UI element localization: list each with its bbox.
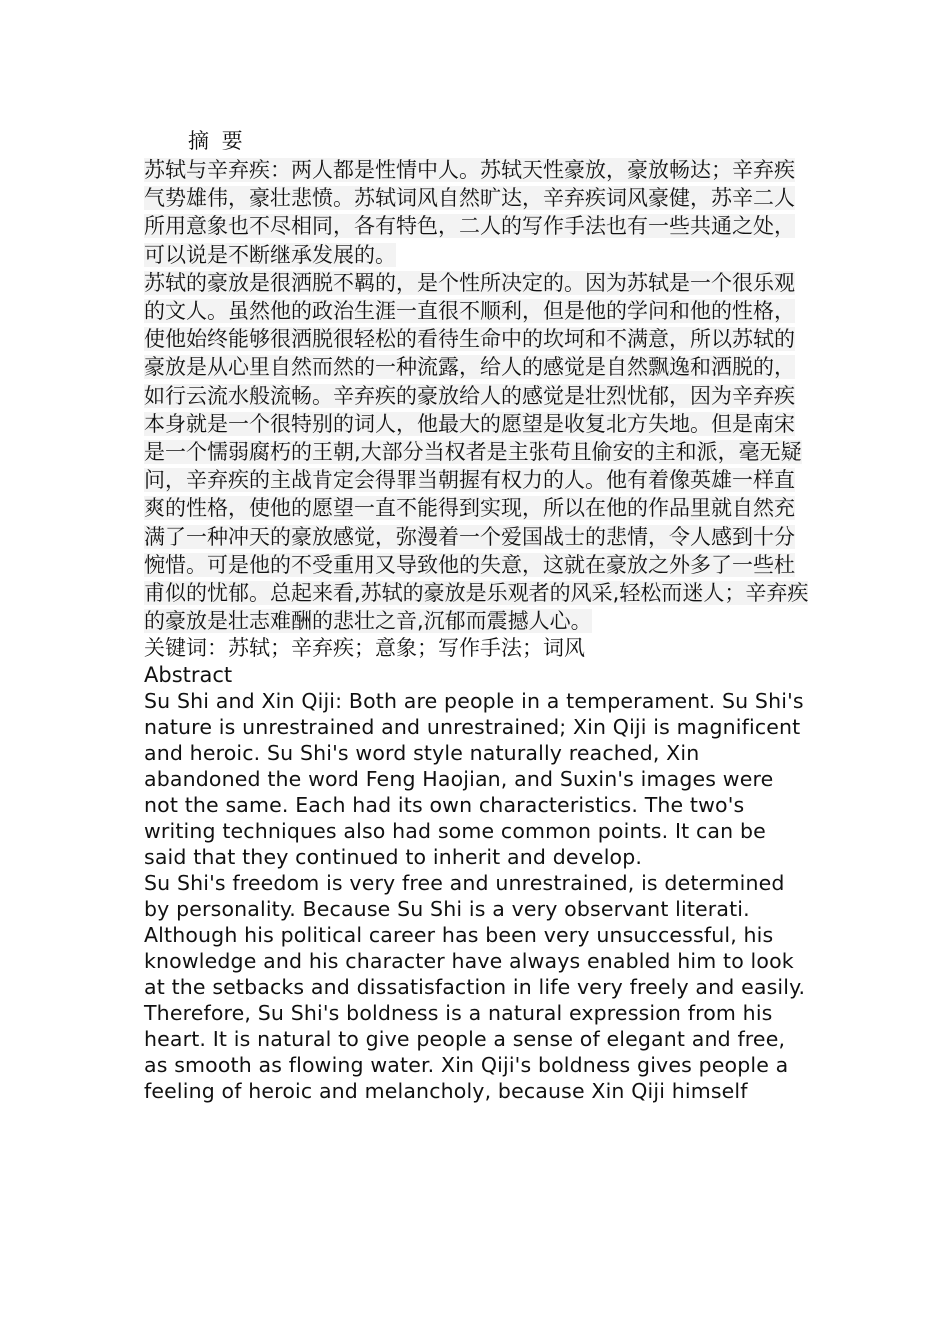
abstract-paragraph-zh-1 [144,156,812,269]
abstract-paragraph-zh-1-text: 苏轼与辛弃疾：两人都是性情中人。苏轼天性豪放，豪放畅达；辛弃疾气势雄伟，豪壮悲愤。苏轼词风自然旷达，辛弃疾词风豪健，苏辛二人所用意象也不尽相同，各有特色，二人的写作手法也有一些共通之处，可以说是不断继承发展的。 [144,158,795,267]
abstract-paragraph-zh-2-text: 苏轼的豪放是很洒脱不羁的，是个性所决定的。因为苏轼是一个很乐观的文人。虽然他的政治生涯一直很不顺利，但是他的学问和他的性格，使他始终能够很洒脱很轻松的看待生命中的坎坷和不满意，所以苏轼的豪放是从心里自然而然的一种流露，给人的感觉是自然飘逸和洒脱的，如行云流水般流畅。辛弃疾的豪放给人的感觉是壮烈忧郁，因为辛弃疾本身就是一个很特别的词人，他最大的愿望是收复北方失地。但是南宋是一个懦弱腐朽的王朝,大部分当权者是主张苟且偷安的主和派，毫无疑问，辛弃疾的主战肯定会得罪当朝握有权力的人。他有着像英雄一样直爽的性格，使他的愿望一直不能得到实现，所以在他的作品里就自然充满了一种冲天的豪放感觉，弥漫着一个爱国战士的悲情，令人感到十分惋惜。可是他的不受重用又导致他的失意，这就在豪放之外多了一些杜甫似的忧郁。总起来看,苏轼的豪放是乐观者的风采,轻松而迷人；辛弃疾的豪放是壮志难酬的悲壮之音,沉郁而震撼人心。 [144,270,809,634]
abstract-paragraph-en-1: Su Shi and Xin Qiji: Both are people in a temperament. Su Shi's nature is unrestrained and unrestrained; Xin Qiji is magnificent and heroic. Su Shi's word style naturally reached, Xin abandoned the word Feng Haojian, and Suxin's images were not the same. Each had its own characteristics. The two's writing techniques also had some common points. It can be said that they continued to inherit and develop. [144,689,804,870]
keywords-zh: 关键词：苏轼；辛弃疾；意象；写作手法；词风 [144,636,585,661]
document-content [144,126,812,1104]
abstract-heading-zh: 摘 要 [188,129,246,153]
abstract-paragraph-en-2: Su Shi's freedom is very free and unrestrained, is determined by personality. Because Su Shi is a very observant literati. Although his political career has been very unsuccessful, his knowledge and his character have always enabled him to look at the setbacks and dissatisfaction in life very freely and easily. Therefore, Su Shi's boldness is a natural expression from his heart. It is natural to give people a sense of elegant and free, as smooth as flowing water. Xin Qiji's boldness gives people a feeling of heroic and melancholy, because Xin Qiji himself [144,871,806,1104]
abstract-heading-en: Abstract [144,663,233,688]
abstract-paragraph-zh-2 [144,269,812,636]
